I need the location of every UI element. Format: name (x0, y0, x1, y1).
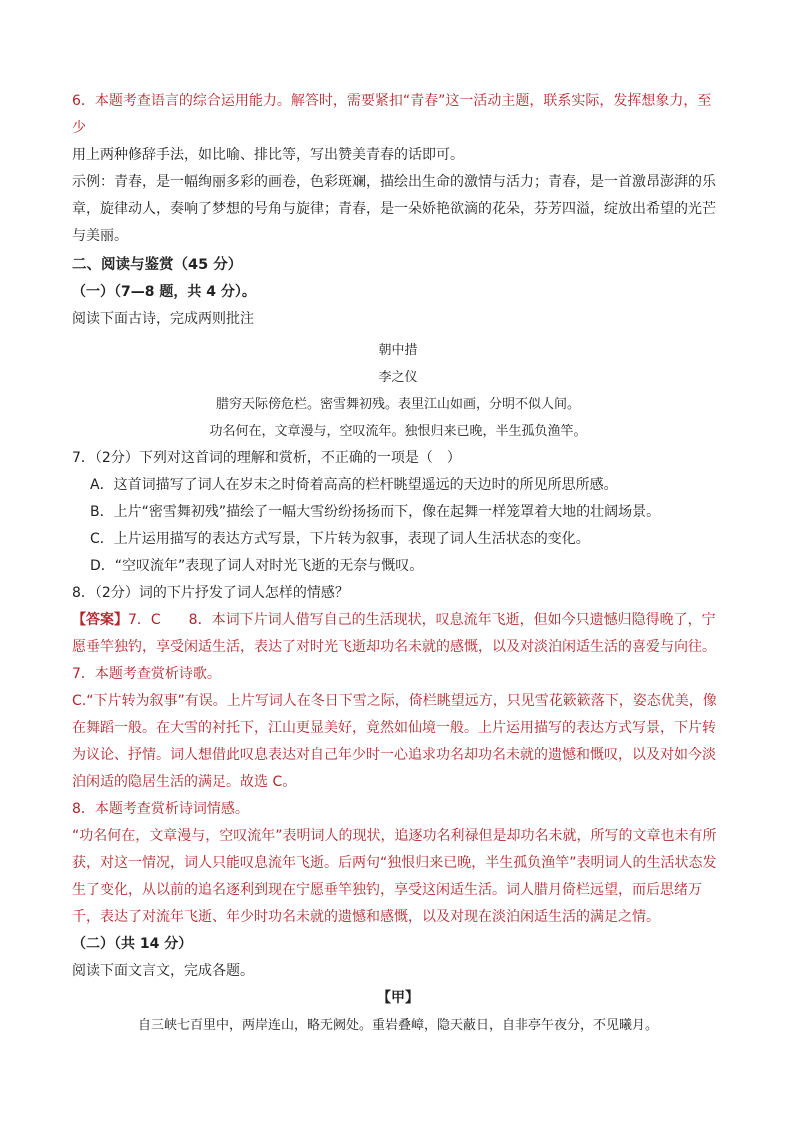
analysis8-head: 8．本题考查赏析诗词情感。 (72, 801, 249, 817)
answer-line2: 愿垂竿独钓，享受闲适生活，表达了对时光飞逝却功名未就的感慨，以及对淡泊闲适生活的喜爱与向往。 (72, 639, 716, 655)
q6-example-line2: 章，旋律动人，奏响了梦想的号角与旋律；青春，是一朵娇艳欲滴的花朵，芬芳四溢，绽放出希望的光芒 (72, 201, 716, 217)
section2-title: 二、阅读与鉴赏（45 分） (72, 257, 243, 273)
q7-option-c: C．上片运用描写的表达方式写景，下片转为叙事，表现了词人生活状态的变化。 (90, 531, 590, 547)
poem-line2: 功名何在，文章漫与，空叹流年。独恨归来已晚，半生孤负渔竿。 (209, 424, 587, 439)
part1-instruction: 阅读下面古诗，完成两则批注 (72, 311, 254, 327)
q7-option-d: D．“空叹流年”表现了词人对时光飞逝的无奈与慨叹。 (90, 558, 424, 574)
document-page (72, 88, 724, 1039)
analysis7-line4: 泊闲适的隐居生活的满足。故选 C。 (72, 774, 297, 790)
poem-author: 李之仪 (378, 370, 418, 385)
answer-text: 7．C 8．本词下片词人借写自己的生活现状，叹息流年飞逝，但如今只遗憾归隐得晚了，宁 (128, 612, 716, 628)
analysis7-line2: 在舞蹈一般。在大雪的衬托下，江山更显美好，竟然如仙境一般。上片运用描写的表达方式写景，下片转 (72, 720, 716, 736)
q6-analysis-line2: 用上两种修辞手法，如比喻、排比等，写出赞美青春的话即可。 (72, 147, 464, 163)
answer-line1 (72, 607, 724, 634)
part2-label: 【甲】 (377, 990, 419, 1006)
poem-line1: 腊穷天际傍危栏。密雪舞初残。表里江山如画，分明不似人间。 (215, 397, 580, 412)
q7-option-b: B．上片“密雪舞初残”描绘了一幅大雪纷纷扬扬而下，像在起舞一样笼罩着大地的壮阔场景。 (90, 504, 661, 520)
part2-title: （二）（共 14 分） (72, 936, 193, 952)
q7-stem: 7．（2分）下列对这首词的理解和赏析，不正确的一项是（ ） (72, 450, 461, 466)
q7-option-a: A．这首词描写了词人在岁末之时倚着高高的栏杆眺望遥远的天边时的所见所思所感。 (90, 477, 618, 493)
analysis8-line4: 千，表达了对流年飞逝、年少时功名未就的遗憾和感慨，以及对现在淡泊闲适生活的满足之情。 (72, 909, 660, 925)
analysis8-line3: 生了变化，从以前的追名逐利到现在宁愿垂竿独钓，享受这闲适生活。词人腊月倚栏远望，而后思绪万 (72, 882, 702, 898)
analysis7-head: 7．本题考查赏析诗歌。 (72, 666, 221, 682)
part1-title: （一）（7—8 题，共 4 分）。 (72, 284, 256, 300)
analysis7-line3: 为议论、抒情。词人想借此叹息表达对自己年少时一心追求功名却功名未就的遗憾和慨叹，以及对如今淡 (72, 747, 716, 763)
analysis7-line1: C.“下片转为叙事”有误。上片写词人在冬日下雪之际，倚栏眺望远方，只见雪花簌簌落下，姿态优美，像 (72, 693, 717, 709)
analysis8-line1: “功名何在，文章漫与，空叹流年”表明词人的现状，追逐功名利禄但是却功名未就，所写的文章也未有所 (72, 828, 717, 844)
part2-instruction: 阅读下面文言文，完成各题。 (72, 963, 254, 979)
part2-text: 自三峡七百里中，两岸连山，略无阙处。重岩叠嶂，隐天蔽日，自非亭午夜分，不见曦月。 (137, 1018, 658, 1033)
poem-title: 朝中措 (378, 343, 418, 358)
answer-tag: 【答案】 (72, 612, 128, 628)
q6-example-line1: 示例：青春，是一幅绚丽多彩的画卷，色彩斑斓，描绘出生命的激情与活力；青春，是一首激昂澎湃的乐 (72, 174, 716, 190)
q6-analysis-line1: 6．本题考查语言的综合运用能力。解答时，需要紧扣“青春”这一活动主题，联系实际，发挥想象力，至少 (72, 93, 712, 136)
q8-stem: 8．（2分）词的下片抒发了词人怎样的情感？ (72, 585, 349, 601)
q6-example-line3: 与美丽。 (72, 228, 128, 244)
analysis8-line2: 获，对这一情况，词人只能叹息流年飞逝。后两句“独恨归来已晚，半生孤负渔竿”表明词人的生活状态发 (72, 855, 717, 871)
